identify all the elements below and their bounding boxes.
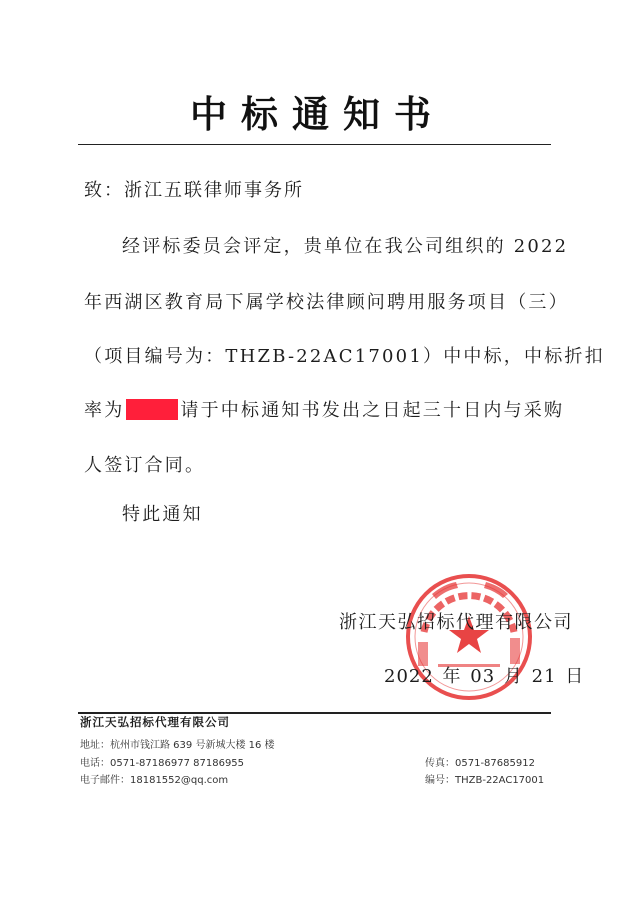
signature-date — [384, 662, 586, 688]
closing-text: 特此通知 — [122, 504, 203, 525]
date-year: 2022 — [384, 666, 434, 687]
document-title: 中标通知书 — [190, 92, 445, 136]
footer-fax: 传真：0571-87685912 — [425, 758, 535, 769]
footer-address: 地址：杭州市钱江路 639 号新城大楼 16 楼 — [80, 740, 275, 751]
recipient-line: 致：浙江五联律师事务所 — [84, 180, 304, 201]
paragraph-line-4 — [84, 396, 564, 422]
paragraph-line-5: 人签订合同。 — [84, 455, 206, 476]
date-year-char: 年 — [442, 666, 462, 687]
paragraph-line-3: （项目编号为：THZB-22AC17001）中中标，中标折扣 — [84, 346, 605, 367]
footer-email: 电子邮件：18181552@qq.com — [80, 775, 229, 786]
date-month: 03 — [470, 666, 496, 687]
paragraph-line-2: 年西湖区教育局下属学校法律顾问聘用服务项目（三） — [84, 292, 569, 313]
footer-company: 浙江天弘招标代理有限公司 — [80, 715, 230, 729]
header-divider — [78, 144, 551, 145]
signature-company: 浙江天弘招标代理有限公司 — [339, 612, 573, 633]
date-day: 21 — [531, 666, 557, 687]
footer-number: 编号：THZB-22AC17001 — [425, 775, 545, 786]
rate-suffix: 请于中标通知书发出之日起三十日内与采购 — [180, 400, 565, 421]
date-day-char: 日 — [565, 666, 585, 687]
redacted-discount-rate — [126, 399, 178, 420]
footer-phone: 电话：0571-87186977 87186955 — [80, 758, 245, 769]
paragraph-line-1: 经评标委员会评定，贵单位在我公司组织的 2022 — [122, 236, 569, 257]
date-month-char: 月 — [503, 666, 523, 687]
rate-prefix: 率为 — [84, 400, 125, 421]
